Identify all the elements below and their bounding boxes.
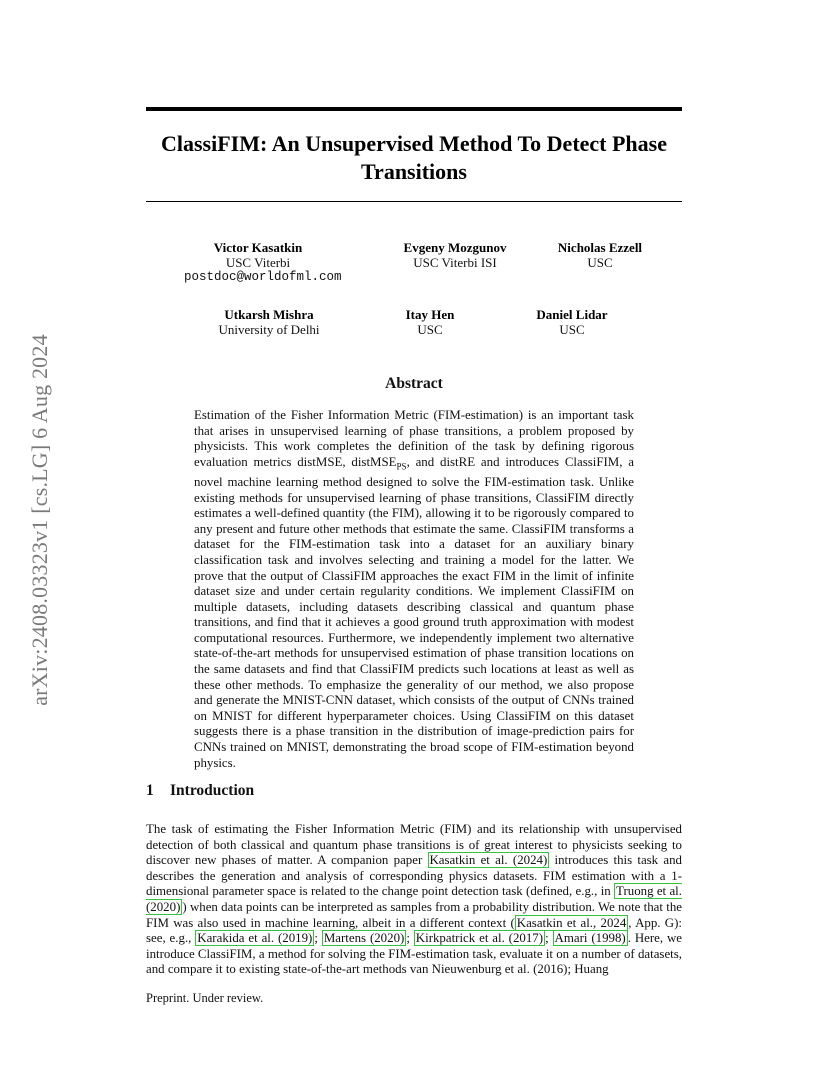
author-name: Evgeny Mozgunov [403,240,507,255]
citation-link[interactable]: Kirkpatrick et al. (2017) [415,931,544,946]
metric-subscript: PS [396,461,407,472]
citation-link[interactable]: Kasatkin et al. (2024) [429,853,548,868]
author-affiliation: USC Viterbi [225,255,291,270]
metric-distre: distRE [440,454,476,469]
author-affiliation: University of Delhi [218,322,320,337]
author-affiliation: USC [559,322,585,337]
section-heading [146,782,254,800]
arxiv-identifier: arXiv:2408.03323v1 [cs.LG] 6 Aug 2024 [27,334,52,706]
citation-link[interactable]: Martens (2020) [323,931,405,946]
author-name: Nicholas Ezzell [557,240,643,255]
author-block [194,307,344,337]
abstract-text: Estimation of the Fisher Information Metric (FIM-estimation) is an important task that arises in unsupervised learning of phase transitions, a problem proposed by physicists. This work completes the definition of the task by defining rigorous evaluation metrics distMSE, distMSE$_{PS}$, and distRE and introduces ClassiFIM, a novel machine learning method designed to solve the FIM-estimation task. Unlike existing methods for unsupervised learning of phase transitions, ClassiFIM directly estimates a well-defined quantity (the FIM), allowing it to be rigorously compared to any present and future other methods that estimate the same. ClassiFIM transforms a dataset for the FIM-estimation task into a dataset for an auxiliary binary classification task and involves selecting and training a model for the latter. We prove that the output of ClassiFIM approaches the exact FIM in the limit of infinite dataset size and under certain regularity conditions. We implement ClassiFIM on multiple datasets, including datasets describing classical and quantum phase transitions, and find that it achieves a good ground truth approximation with modest computational resources. Furthermore, we independently implement two alternative state-of-the-art methods for unsupervised estimation of phase transition locations on the same datasets and find that ClassiFIM predicts such locations at least as well as these other methods. To emphasize the generality of our method, we also propose and generate the MNIST-CNN dataset, which consists of the output of CNNs trained on MNIST for different hyperparameter choices. Using ClassiFIM on this dataset suggests there is a phase transition in the distribution of image-prediction pairs for CNNs trained on MNIST, demonstrating the broad scope of FIM-estimation beyond physics. [194,408,634,770]
author-block [380,240,530,270]
abstract-heading: Abstract [385,375,443,392]
author-block [380,307,480,337]
title-rule-bottom [146,201,682,202]
citation-link[interactable]: Truong et al. (2020) [146,884,682,914]
section-title: Introduction [170,782,255,799]
author-affiliation: USC [417,322,443,337]
metric-distmse: distMSE [297,454,343,469]
author-email[interactable]: postdoc@worldofml.com [184,270,342,284]
author-affiliation: USC Viterbi ISI [413,255,497,270]
author-block [522,307,622,337]
author-block [184,240,342,285]
author-affiliation: USC [587,255,613,270]
citation-link[interactable]: Kasatkin et al., 2024 [516,915,627,930]
author-name: Utkarsh Mishra [224,307,314,322]
author-name: Victor Kasatkin [213,240,303,255]
title-rule-top [146,107,682,111]
author-name: Daniel Lidar [536,307,608,322]
introduction-paragraph: The task of estimating the Fisher Information Metric (FIM) and its relationship with unsupervised detection of both classical and quantum phase transitions is of great interest to physicists seeking to discover new phases of matter. A companion paper Kasatkin et al. (2024) introduces this task and describes the generation and analysis of corresponding physics datasets. FIM estimation with a 1-dimensional parameter space is related to the change point detection task (defined, e.g., in Truong et al. (2020) ) when data points can be interpreted as samples from a probability distribution. We note that the FIM was also used in machine learning, albeit in a different context ( Kasatkin et al., 2024 , App. G): see, e.g., Karakida et al. (2019) ; Martens (2020) ; Kirkpatrick et al. (2017) ; Amari (1998) . Here, we introduce ClassiFIM, a method for solving the FIM-estimation task, evaluate it on a number of datasets, and compare it to existing state-of-the-art methods van Nieuwenburg et al. (2016); Huang [146,822,682,977]
section-number: 1 [146,782,154,799]
citation-link[interactable]: Amari (1998) [554,931,626,946]
paper-title: ClassiFIM: An Unsupervised Method To Detect Phase Transitions [160,131,667,184]
citation-link[interactable]: Karakida et al. (2019) [197,931,313,946]
author-name: Itay Hen [405,307,455,322]
author-block [530,240,670,270]
metric-distmse-ps: distMSE [351,454,397,469]
preprint-footer: Preprint. Under review. [146,991,264,1005]
